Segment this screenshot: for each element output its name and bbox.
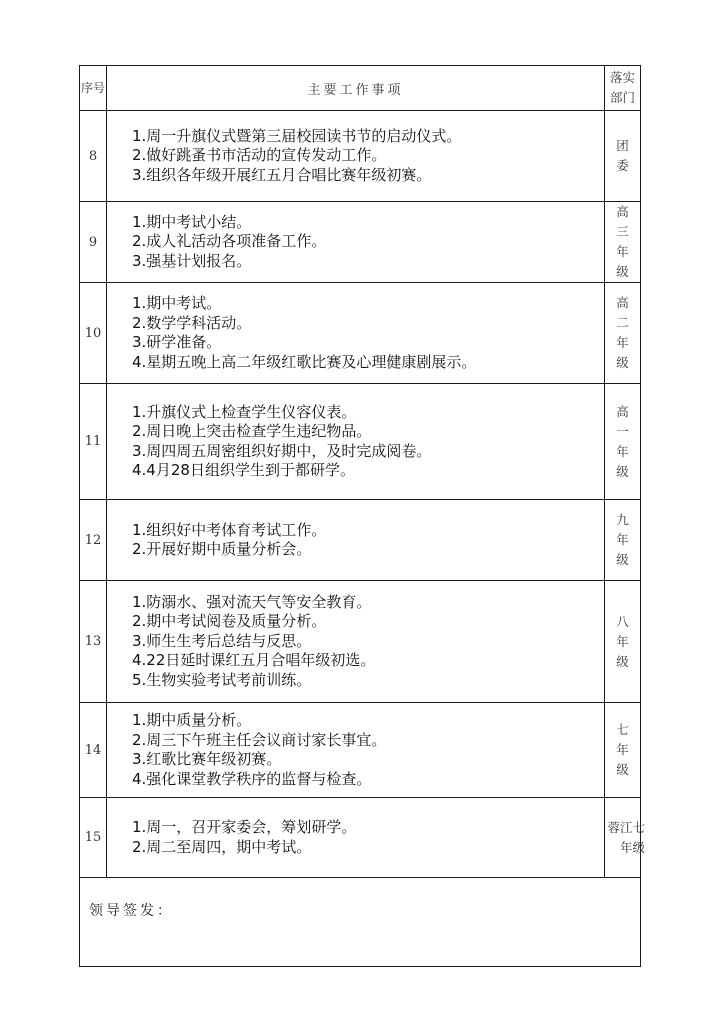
list-item: 1.期中质量分析。	[132, 711, 252, 729]
row-items	[107, 202, 605, 283]
list-item: 3.师生生考后总结与反思。	[132, 631, 312, 650]
row-items	[107, 798, 605, 878]
list-item: 4.强化课堂教学秩序的监督与检查。	[132, 769, 372, 788]
row-number: 13	[80, 581, 107, 703]
list-item: 5.生物实验考试考前训练。	[132, 670, 312, 689]
table-row	[80, 500, 641, 581]
list-item: 2.开展好期中质量分析会。	[132, 540, 312, 558]
row-dept: 高一年级	[616, 403, 629, 479]
row-number: 14	[80, 703, 107, 798]
row-items	[107, 500, 605, 581]
leader-sign-label: 领导签发：	[80, 878, 641, 967]
row-items	[107, 581, 605, 703]
list-item: 2.做好跳蚤书市活动的宣传发动工作。	[132, 146, 387, 165]
signature-row	[80, 878, 641, 967]
list-item: 1.组织好中考体育考试工作。	[132, 520, 327, 539]
row-number: 11	[80, 384, 107, 500]
list-item: 2.周三下午班主任会议商讨家长事宜。	[132, 730, 387, 749]
list-item: 4.星期五晚上高二年级红歌比赛及心理健康剧展示。	[132, 352, 477, 371]
list-item: 1.期中考试。	[132, 294, 222, 312]
list-item: 2.成人礼活动各项准备工作。	[132, 232, 327, 251]
list-item: 2.周二至周四，期中考试。	[132, 837, 312, 856]
table-row	[80, 703, 641, 798]
list-item: 2.数学学科活动。	[132, 313, 252, 332]
row-dept: 蓉江七年级	[607, 819, 645, 855]
work-schedule-table	[79, 65, 645, 967]
list-item: 4.4月28日组织学生到于都研学。	[132, 461, 355, 479]
list-item: 2.周日晚上突击检查学生违纪物品。	[132, 422, 372, 440]
list-item: 1.周一升旗仪式暨第三届校园读书节的启动仪式。	[132, 126, 462, 145]
table-row	[80, 111, 641, 202]
list-item: 1.防溺水、强对流天气等安全教育。	[132, 592, 372, 611]
header-seq: 序号	[80, 66, 107, 111]
table-row	[80, 581, 641, 703]
row-dept: 七年级	[616, 722, 629, 777]
list-item: 3.强基计划报名。	[132, 251, 252, 270]
list-item: 2.期中考试阅卷及质量分析。	[132, 612, 327, 631]
list-item: 1.周一，召开家委会，筹划研学。	[132, 818, 357, 836]
row-items	[107, 384, 605, 500]
row-dept: 九年级	[616, 512, 629, 567]
list-item: 3.周四周五周密组织好期中，及时完成阅卷。	[132, 441, 432, 460]
row-items	[107, 111, 605, 202]
list-item: 3.组织各年级开展红五月合唱比赛年级初赛。	[132, 165, 432, 184]
row-items	[107, 703, 605, 798]
table-header	[80, 66, 641, 111]
row-number: 12	[80, 500, 107, 581]
row-number: 9	[80, 202, 107, 283]
row-number: 15	[80, 798, 107, 878]
list-item: 1.期中考试小结。	[132, 212, 252, 231]
row-dept: 团委	[616, 138, 629, 173]
table-row	[80, 202, 641, 283]
row-number: 10	[80, 283, 107, 384]
row-dept: 高三年级	[616, 204, 629, 279]
table-row	[80, 384, 641, 500]
list-item: 1.升旗仪式上检查学生仪容仪表。	[132, 402, 357, 421]
header-dept: 落实部门	[609, 70, 635, 105]
list-item: 4.22日延时课红五月合唱年级初选。	[132, 651, 376, 670]
row-items	[107, 283, 605, 384]
row-dept: 高二年级	[616, 295, 629, 370]
header-title: 主要工作事项	[107, 66, 605, 111]
row-number: 8	[80, 111, 107, 202]
table-row	[80, 798, 641, 878]
list-item: 3.研学准备。	[132, 333, 222, 351]
list-item: 3.红歌比赛年级初赛。	[132, 750, 282, 768]
table-row	[80, 283, 641, 384]
row-dept: 八年级	[616, 613, 629, 669]
